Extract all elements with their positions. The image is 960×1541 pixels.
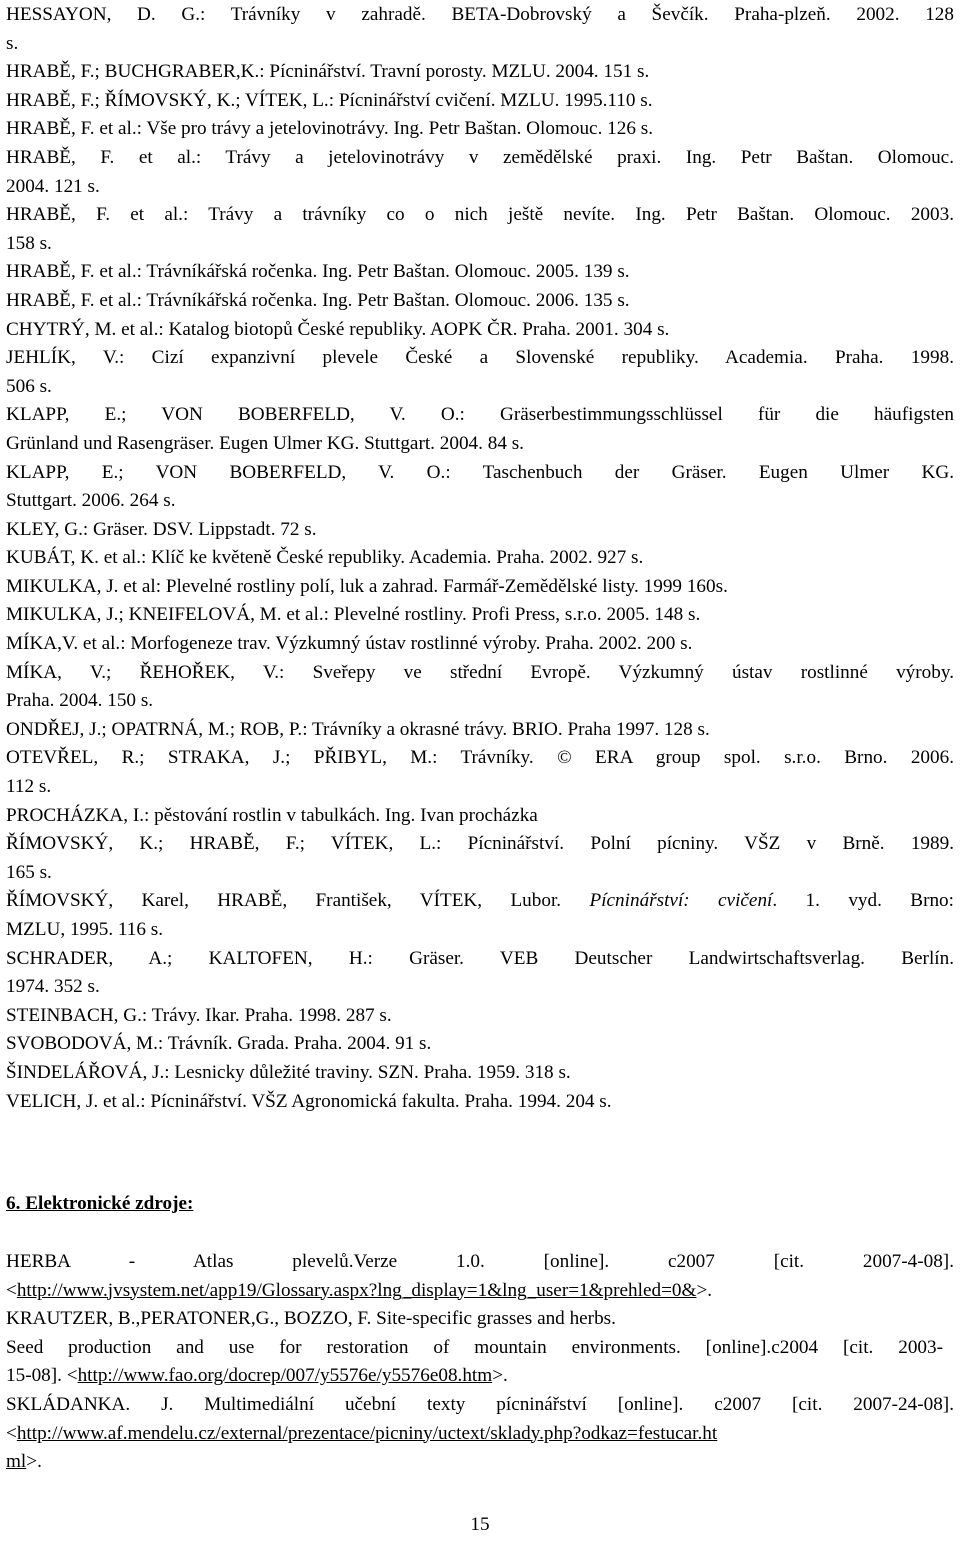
reference-line: ŘÍMOVSKÝ, K.; HRABĚ, F.; VÍTEK, L.: Pícninářství. Polní pícniny. VŠZ v Brně. 1989. — [6, 833, 954, 855]
reference-line: OTEVŘEL, R.; STRAKA, J.; PŘIBYL, M.: Trávníky. © ERA group spol. s.r.o. Brno. 2006. — [6, 747, 954, 769]
reference-line: HRABĚ, F. et al.: Trávy a trávníky co o nich ještě nevíte. Ing. Petr Baštan. Olomouc. 2003. — [6, 204, 954, 226]
reference-line: 158 s. — [6, 232, 52, 254]
reference-italic-title: Pícninářství: cvičení — [589, 890, 773, 912]
reference-line: HRABĚ, F. et al.: Trávy a jetelovinotrávy v zemědělské praxi. Ing. Petr Baštan. Olomouc. — [6, 146, 954, 168]
reference-line: HRABĚ, F. et al.: Trávníkářská ročenka. Ing. Petr Baštan. Olomouc. 2006. 135 s. — [6, 289, 630, 311]
reference-line: PROCHÁZKA, I.: pěstování rostlin v tabulkách. Ing. Ivan procházka — [6, 804, 538, 826]
reference-line: 1974. 352 s. — [6, 976, 100, 998]
reference-line: Grünland und Rasengräser. Eugen Ulmer KG. Stuttgart. 2004. 84 s. — [6, 432, 524, 454]
reference-line: Praha. 2004. 150 s. — [6, 690, 154, 712]
reference-line: MÍKA,V. et al.: Morfogeneze trav. Výzkumný ústav rostlinné výroby. Praha. 2002. 200 s. — [6, 633, 693, 655]
reference-line: VELICH, J. et al.: Pícninářství. VŠZ Agronomická fakulta. Praha. 1994. 204 s. — [6, 1090, 612, 1112]
reference-line: s. — [6, 32, 19, 54]
reference-line: MÍKA, V.; ŘEHOŘEK, V.: Sveřepy ve střední Evropě. Výzkumný ústav rostlinné výroby. — [6, 661, 954, 683]
reference-line: HRABĚ, F.; ŘÍMOVSKÝ, K.; VÍTEK, L.: Pícninářství cvičení. MZLU. 1995.110 s. — [6, 89, 653, 111]
reference-line: MIKULKA, J. et al: Plevelné rostliny polí, luk a zahrad. Farmář-Zemědělské listy. 1999 160s. — [6, 575, 728, 597]
reference-list — [6, 1, 954, 1116]
reference-line: JEHLÍK, V.: Cizí expanzivní plevele České a Slovenské republiky. Academia. Praha. 1998. — [6, 347, 954, 369]
electronic-reference-line: SKLÁDANKA. J. Multimediální učební texty pícninářství [online]. c2007 [cit. 2007-24-08]. — [6, 1393, 954, 1415]
reference-line: 165 s. — [6, 861, 52, 883]
reference-line: SVOBODOVÁ, M.: Trávník. Grada. Praha. 2004. 91 s. — [6, 1033, 432, 1055]
reference-line: Stuttgart. 2006. 264 s. — [6, 490, 176, 512]
citation-date-text: 15-08]. < — [6, 1365, 78, 1387]
mendelu-url-link-continuation[interactable]: ml — [6, 1451, 27, 1473]
reference-line: KUBÁT, K. et al.: Klíč ke květeně České republiky. Academia. Praha. 2002. 927 s. — [6, 547, 644, 569]
reference-line: 2004. 121 s. — [6, 175, 100, 197]
electronic-reference-list — [6, 1248, 954, 1477]
url-bracket: >. — [696, 1279, 713, 1301]
reference-line: HRABĚ, F. et al.: Vše pro trávy a jetelovinotrávy. Ing. Petr Baštan. Olomouc. 126 s. — [6, 118, 654, 140]
herba-url-link[interactable]: http://www.jvsystem.net/app19/Glossary.aspx?lng_display=1&lng_user=1&prehled=0& — [16, 1279, 697, 1301]
reference-line: STEINBACH, G.: Trávy. Ikar. Praha. 1998. 287 s. — [6, 1004, 392, 1026]
electronic-reference-line: KRAUTZER, B.,PERATONER,G., BOZZO, F. Site-specific grasses and herbs. — [6, 1308, 616, 1330]
electronic-reference-line: Seed production and use for restoration of mountain environments. [online].c2004 [cit. 2003- — [6, 1336, 943, 1358]
reference-publisher-text: . 1. vyd. Brno: — [772, 890, 954, 912]
mendelu-url-link[interactable]: http://www.af.mendelu.cz/external/prezentace/picniny/uctext/sklady.php?odkaz=festucar.ht — [16, 1422, 718, 1444]
reference-line: 112 s. — [6, 776, 52, 798]
url-bracket: < — [6, 1422, 17, 1444]
url-bracket: >. — [26, 1451, 42, 1473]
electronic-reference-line — [6, 1277, 954, 1306]
url-bracket: >. — [492, 1365, 508, 1387]
section-heading: 6. Elektronické zdroje: — [6, 1193, 194, 1214]
reference-line: ONDŘEJ, J.; OPATRNÁ, M.; ROB, P.: Trávníky a okrasné trávy. BRIO. Praha 1997. 128 s. — [6, 718, 710, 740]
url-bracket: < — [6, 1279, 17, 1301]
reference-line: CHYTRÝ, M. et al.: Katalog biotopů České republiky. AOPK ČR. Praha. 2001. 304 s. — [6, 318, 670, 340]
reference-line: KLAPP, E.; VON BOBERFELD, V. O.: Gräserbestimmungsschlüssel für die häufigsten — [6, 404, 954, 426]
fao-url-link[interactable]: http://www.fao.org/docrep/007/y5576e/y5576e08.htm — [77, 1365, 493, 1387]
electronic-reference-line — [6, 1362, 954, 1391]
reference-line: HESSAYON, D. G.: Trávníky v zahradě. BETA-Dobrovský a Ševčík. Praha-plzeň. 2002. 128 — [6, 4, 954, 25]
reference-line — [6, 887, 954, 916]
reference-line: KLAPP, E.; VON BOBERFELD, V. O.: Taschenbuch der Gräser. Eugen Ulmer KG. — [6, 461, 954, 483]
electronic-reference-line — [6, 1420, 954, 1449]
reference-line: HRABĚ, F.; BUCHGRABER,K.: Pícninářství. Travní porosty. MZLU. 2004. 151 s. — [6, 61, 650, 83]
reference-line: HRABĚ, F. et al.: Trávníkářská ročenka. Ing. Petr Baštan. Olomouc. 2005. 139 s. — [6, 261, 630, 283]
reference-line: KLEY, G.: Gräser. DSV. Lippstadt. 72 s. — [6, 518, 317, 540]
electronic-reference-line — [6, 1448, 954, 1477]
reference-author-text: ŘÍMOVSKÝ, Karel, HRABĚ, František, VÍTEK, Lubor. — [6, 890, 590, 912]
reference-line: SCHRADER, A.; KALTOFEN, H.: Gräser. VEB Deutscher Landwirtschaftsverlag. Berlín. — [6, 947, 954, 969]
electronic-reference-line: HERBA - Atlas plevelů.Verze 1.0. [online]. c2007 [cit. 2007-4-08]. — [6, 1251, 954, 1272]
reference-line: ŠINDELÁŘOVÁ, J.: Lesnicky důležité traviny. SZN. Praha. 1959. 318 s. — [6, 1061, 571, 1083]
reference-line: MZLU, 1995. 116 s. — [6, 919, 164, 940]
reference-line: MIKULKA, J.; KNEIFELOVÁ, M. et al.: Plevelné rostliny. Profi Press, s.r.o. 2005. 148 s. — [6, 604, 701, 626]
reference-line: 506 s. — [6, 375, 52, 397]
page-number: 15 — [470, 1514, 490, 1535]
